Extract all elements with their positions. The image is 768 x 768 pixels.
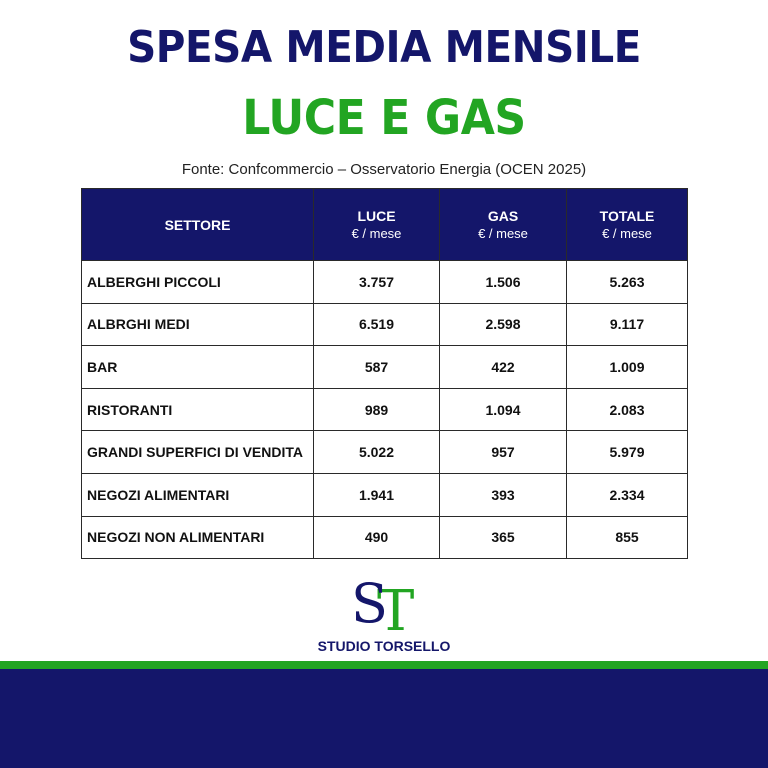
page-title: SPESA MEDIA MENSILE bbox=[127, 22, 641, 73]
cell-totale: 2.334 bbox=[567, 473, 688, 516]
cell-gas: 365 bbox=[440, 516, 567, 559]
cell-luce: 5.022 bbox=[314, 431, 440, 474]
table-row bbox=[82, 516, 688, 559]
cell-gas: 393 bbox=[440, 473, 567, 516]
cell-luce: 587 bbox=[314, 346, 440, 389]
table-row bbox=[82, 431, 688, 474]
cell-luce: 490 bbox=[314, 516, 440, 559]
column-unit: € / mese bbox=[351, 226, 402, 241]
cell-luce: 1.941 bbox=[314, 473, 440, 516]
table-row bbox=[82, 473, 688, 516]
footer-navy-band bbox=[0, 669, 768, 768]
column-header-settore: SETTORE bbox=[82, 189, 314, 261]
table-header-row bbox=[82, 189, 688, 261]
cell-totale: 9.117 bbox=[567, 303, 688, 346]
column-unit: € / mese bbox=[602, 226, 652, 241]
logo-letter-t: T bbox=[377, 579, 415, 634]
cell-gas: 957 bbox=[440, 431, 567, 474]
cell-totale: 1.009 bbox=[567, 346, 688, 389]
cell-gas: 1.506 bbox=[440, 261, 567, 304]
cell-gas: 422 bbox=[440, 346, 567, 389]
cell-settore: RISTORANTI bbox=[82, 388, 314, 431]
cell-luce: 989 bbox=[314, 388, 440, 431]
table-row bbox=[82, 388, 688, 431]
brand-name: STUDIO TORSELLO bbox=[317, 638, 451, 654]
cell-settore: NEGOZI NON ALIMENTARI bbox=[82, 516, 314, 559]
cell-settore: BAR bbox=[82, 346, 314, 389]
studio-torsello-logo bbox=[349, 572, 419, 634]
page-subtitle: LUCE E GAS bbox=[242, 90, 526, 146]
cell-totale: 5.263 bbox=[567, 261, 688, 304]
table-row bbox=[82, 346, 688, 389]
table-row bbox=[82, 303, 688, 346]
cell-settore: ALBRGHI MEDI bbox=[82, 303, 314, 346]
column-header-luce: LUCE € / mese bbox=[314, 189, 440, 261]
cell-totale: 855 bbox=[567, 516, 688, 559]
cell-settore: GRANDI SUPERFICI DI VENDITA bbox=[82, 431, 314, 474]
cell-luce: 3.757 bbox=[314, 261, 440, 304]
cell-settore: ALBERGHI PICCOLI bbox=[82, 261, 314, 304]
expense-table bbox=[81, 188, 688, 559]
cell-settore: NEGOZI ALIMENTARI bbox=[82, 473, 314, 516]
column-header-gas: GAS € / mese bbox=[440, 189, 567, 261]
footer-green-stripe bbox=[0, 661, 768, 669]
table-row bbox=[82, 261, 688, 304]
cell-luce: 6.519 bbox=[314, 303, 440, 346]
cell-gas: 1.094 bbox=[440, 388, 567, 431]
logo-letter-s: S bbox=[351, 572, 388, 634]
cell-totale: 2.083 bbox=[567, 388, 688, 431]
column-header-totale: TOTALE € / mese bbox=[567, 189, 688, 261]
column-unit: € / mese bbox=[478, 226, 528, 241]
cell-gas: 2.598 bbox=[440, 303, 567, 346]
source-note: Fonte: Confcommercio – Osservatorio Energia (OCEN 2025) bbox=[181, 161, 587, 178]
cell-totale: 5.979 bbox=[567, 431, 688, 474]
